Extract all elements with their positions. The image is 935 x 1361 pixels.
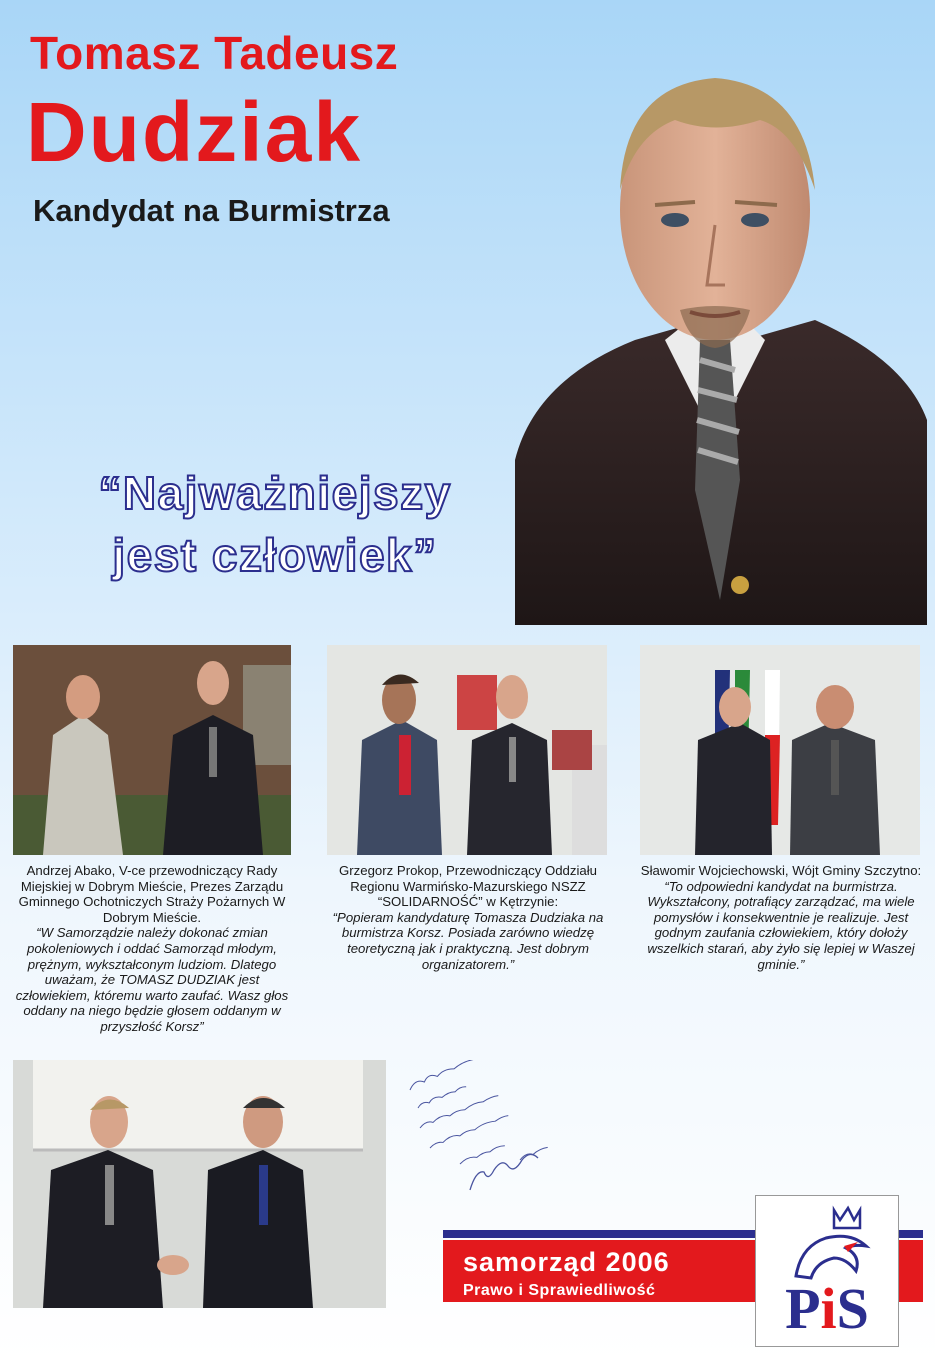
logo-letter-p: P	[785, 1276, 821, 1341]
endorsement-photo-2	[327, 645, 607, 855]
candidate-portrait	[515, 40, 927, 625]
endorser-1-description: Andrzej Abako, V-ce przewodniczący Rady Miejskiej w Dobrym Mieście, Prezes Zarządu Gminnego Ochotniczych Straży Pożarnych W Dobrym Mieście.	[18, 863, 286, 925]
candidate-first-names: Tomasz Tadeusz	[30, 27, 399, 79]
slogan-line-2: jest człowiek”	[112, 529, 438, 581]
endorser-2-quote: “Popieram kandydaturę Tomasza Dudziaka na burmistrza Korsz. Posiada zarówno wiedzę teoretyczną jak i praktyczną. Jest dobrym organizatorem.”	[332, 909, 604, 972]
slogan-line-1: “Najważniejszy	[98, 467, 452, 519]
candidate-subtitle: Kandydat na Burmistrza	[33, 193, 390, 228]
campaign-slogan	[40, 462, 510, 586]
handwritten-note	[400, 1060, 580, 1200]
campaign-year-label: samorząd 2006	[463, 1247, 670, 1277]
endorser-3-quote: “To odpowiedni kandydat na burmistrza. Wykształcony, potrafiący zarządzać, ma wiele pomysłów i konsekwentnie je realizuje. Jest godnym zaufania człowiekiem, który dołoży wszelkich starań, aby żyło się lepiej w Waszej gminie.”	[647, 878, 915, 972]
endorser-3-description: Sławomir Wojciechowski, Wójt Gminy Szczytno:	[640, 863, 922, 878]
logo-letter-i: i	[820, 1276, 837, 1341]
eagle-crown-icon	[756, 1196, 898, 1286]
endorsement-caption-3	[636, 863, 926, 972]
endorsement-photo-3	[640, 645, 920, 855]
endorsement-photo-1	[13, 645, 291, 855]
party-name-label: Prawo i Sprawiedliwość	[463, 1282, 656, 1299]
logo-letter-s: S	[836, 1276, 869, 1341]
endorser-2-description: Grzegorz Prokop, Przewodniczący Oddziału Regionu Warmińsko-Mazurskiego NSZZ “SOLIDARNOŚĆ” w Kętrzynie:	[339, 863, 597, 910]
party-logo	[755, 1195, 899, 1347]
endorsement-caption-2	[322, 863, 614, 972]
candidate-surname: Dudziak	[26, 85, 363, 179]
handshake-photo	[13, 1060, 386, 1308]
endorser-1-quote: “W Samorządzie należy dokonać zmian pokoleniowych i oddać Samorząd młodym, prężnym, wykształconym ludziom. Dlatego uważam, że TOMASZ DUDZIAK jest człowiekiem, któremu warto zaufać. Wasz głos oddany na niego będzie głosem oddanym w przyszłość Korsz”	[15, 925, 289, 1034]
endorsement-caption-1	[8, 863, 296, 1035]
party-logo-text	[756, 1276, 898, 1341]
